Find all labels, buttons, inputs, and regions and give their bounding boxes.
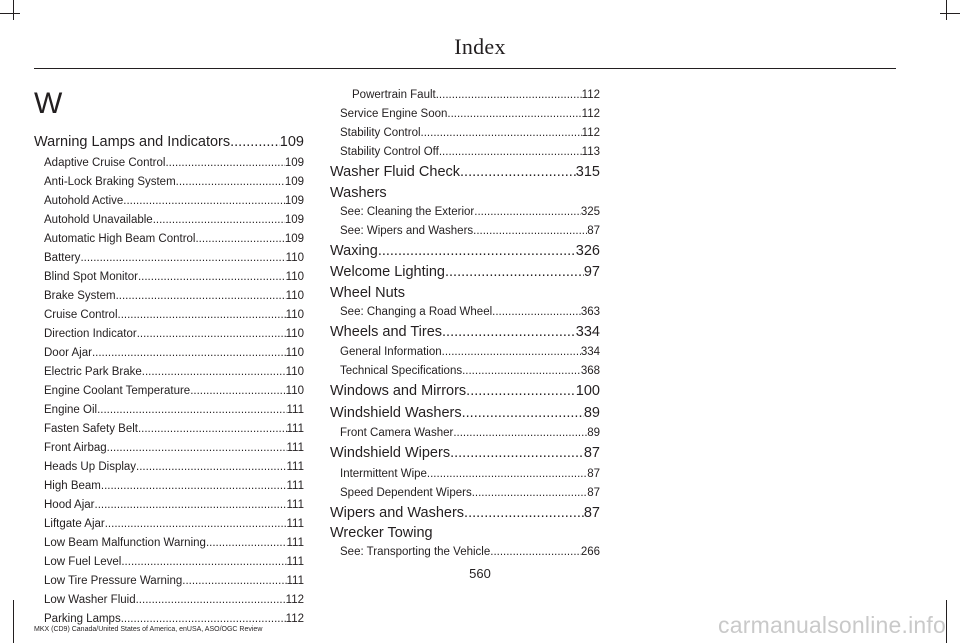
dot-leader — [453, 424, 587, 443]
entry-page-number: 326 — [575, 242, 600, 259]
entry-page-number: 112 — [285, 593, 304, 606]
entry-page-number: 87 — [583, 445, 600, 461]
dot-leader — [97, 401, 286, 420]
index-entry — [34, 439, 304, 458]
index-entry — [330, 105, 600, 124]
dot-leader — [447, 105, 581, 124]
dot-leader — [460, 162, 576, 184]
right-entry-list — [330, 86, 600, 562]
entry-label: Automatic High Beam Control — [44, 232, 196, 245]
entry-page-number: 111 — [286, 574, 304, 587]
entry-page-number: 111 — [286, 441, 304, 454]
entry-label: High Beam — [44, 479, 101, 492]
index-entry — [330, 484, 600, 503]
index-entry — [330, 343, 600, 362]
entry-page-number: 109 — [284, 175, 304, 188]
entry-page-number: 87 — [583, 504, 600, 521]
entry-label: Low Beam Malfunction Warning — [44, 536, 206, 549]
entry-label: Service Engine Soon — [340, 108, 448, 120]
index-entry — [330, 86, 600, 105]
entry-page-number: 111 — [286, 422, 304, 435]
entry-page-number: 87 — [587, 467, 600, 480]
dot-leader — [95, 496, 287, 515]
dot-leader — [116, 287, 286, 306]
entry-label: Heads Up Display — [44, 460, 137, 473]
dot-leader — [118, 306, 286, 325]
index-entry — [330, 424, 600, 443]
dot-leader — [190, 382, 285, 401]
entry-page-number: 87 — [587, 486, 600, 499]
index-entry — [34, 591, 304, 610]
index-entry — [34, 211, 304, 230]
entry-label: Anti-Lock Braking System — [44, 175, 176, 188]
entry-label: Engine Oil — [44, 403, 98, 416]
index-entry — [330, 403, 600, 425]
index-entry — [330, 222, 600, 241]
dot-leader — [123, 192, 285, 211]
entry-label: Fasten Safety Belt — [44, 422, 138, 435]
index-heading — [330, 184, 600, 203]
entry-page-number: 266 — [580, 546, 600, 558]
index-entry — [34, 458, 304, 477]
dot-leader — [176, 173, 285, 192]
index-entry — [34, 344, 304, 363]
index-entry — [34, 132, 304, 154]
index-entry — [330, 143, 600, 162]
entry-page-number: 110 — [285, 365, 304, 378]
entry-page-number: 363 — [580, 305, 600, 318]
dot-leader — [442, 343, 581, 362]
dot-leader — [92, 344, 286, 363]
header-divider — [34, 68, 896, 69]
entry-page-number: 87 — [587, 224, 600, 237]
entry-label: See: Wipers and Washers — [340, 224, 474, 237]
index-entry — [330, 241, 600, 263]
dot-leader — [142, 363, 286, 382]
section-letter: W — [34, 87, 63, 120]
entry-label: Waxing — [330, 242, 378, 259]
dot-leader — [464, 503, 584, 525]
entry-page-number: 110 — [285, 327, 304, 340]
entry-page-number: 109 — [284, 232, 304, 245]
index-entry — [330, 543, 600, 562]
dot-leader — [436, 86, 582, 105]
entry-label: Wheel Nuts — [330, 284, 405, 301]
entry-page-number: 109 — [284, 213, 304, 226]
index-entry — [34, 515, 304, 534]
entry-page-number: 109 — [279, 134, 304, 150]
index-entry — [34, 287, 304, 306]
index-entry — [330, 303, 600, 322]
entry-label: Battery — [44, 251, 81, 264]
dot-leader — [138, 420, 287, 439]
entry-label: See: Transporting the Vehicle — [340, 546, 491, 558]
entry-label: Front Camera Washer — [340, 427, 454, 439]
entry-label: Liftgate Ajar — [44, 517, 105, 530]
crop-mark-top-right — [940, 13, 960, 14]
entry-label: Electric Park Brake — [44, 365, 142, 378]
entry-page-number: 111 — [286, 460, 304, 473]
index-entry — [34, 534, 304, 553]
dot-leader — [439, 143, 582, 162]
crop-mark-bottom-right — [946, 600, 947, 643]
entry-page-number: 111 — [286, 498, 304, 511]
dot-leader — [105, 515, 287, 534]
index-entry — [330, 162, 600, 184]
index-entry — [34, 306, 304, 325]
entry-label: Parking Lamps — [44, 612, 121, 625]
entry-page-number: 368 — [580, 365, 600, 377]
entry-page-number: 111 — [286, 403, 304, 416]
entry-label: Powertrain Fault — [352, 89, 436, 101]
entry-page-number: 97 — [583, 264, 600, 280]
dot-leader — [462, 362, 581, 381]
dot-leader — [450, 443, 584, 465]
entry-page-number: 111 — [286, 555, 304, 568]
entry-page-number: 111 — [286, 536, 304, 549]
entry-label: Low Fuel Level — [44, 555, 122, 568]
entry-page-number: 113 — [581, 146, 600, 158]
entry-page-number: 110 — [285, 384, 304, 397]
dot-leader — [153, 211, 285, 230]
entry-page-number: 112 — [285, 612, 304, 625]
dot-leader — [421, 124, 582, 143]
watermark: carmanualsonline.info — [718, 612, 946, 638]
index-entry — [34, 382, 304, 401]
dot-leader — [492, 303, 581, 322]
index-entry — [34, 173, 304, 192]
index-entry — [330, 203, 600, 222]
entry-label: See: Cleaning the Exterior — [340, 205, 475, 218]
entry-label: Hood Ajar — [44, 498, 95, 511]
dot-leader — [101, 477, 287, 496]
page-number: 560 — [469, 566, 491, 581]
dot-leader — [195, 230, 284, 249]
entry-page-number: 111 — [286, 479, 304, 492]
crop-mark-bottom-left — [13, 600, 14, 643]
index-entry — [34, 363, 304, 382]
dot-leader — [107, 439, 287, 458]
entry-label: Direction Indicator — [44, 327, 137, 340]
crop-mark-top-left — [0, 13, 20, 14]
entry-label: General Information — [340, 346, 442, 358]
crop-mark-top-right-vertical — [946, 0, 947, 20]
entry-label: Technical Specifications — [340, 365, 463, 377]
entry-label: Autohold Unavailable — [44, 213, 153, 226]
document-info: MKX (CD9) Canada/United States of America, enUSA, ASO/OGC Review — [34, 626, 263, 633]
index-entry — [330, 262, 600, 284]
dot-leader — [378, 241, 576, 263]
index-entry — [34, 420, 304, 439]
index-entry — [34, 192, 304, 211]
index-entry — [330, 381, 600, 403]
dot-leader — [490, 543, 581, 562]
page-title: Index — [454, 34, 506, 59]
index-column-left — [34, 86, 304, 629]
index-entry — [34, 401, 304, 420]
crop-mark-top-left-vertical — [13, 0, 14, 20]
entry-label: Wheels and Tires — [330, 323, 443, 340]
entry-label: Welcome Lighting — [330, 264, 445, 280]
entry-label: Stability Control Off — [340, 146, 439, 158]
entry-page-number: 325 — [580, 205, 600, 218]
entry-page-number: 110 — [285, 346, 304, 359]
left-entry-list — [34, 132, 304, 629]
dot-leader — [136, 591, 286, 610]
entry-page-number: 111 — [286, 517, 304, 530]
dot-leader — [80, 249, 285, 268]
entry-page-number: 334 — [575, 323, 600, 340]
entry-label: Windows and Mirrors — [330, 383, 467, 399]
dot-leader — [472, 484, 588, 503]
entry-page-number: 110 — [285, 308, 304, 321]
entry-page-number: 334 — [580, 346, 600, 358]
dot-leader — [442, 322, 576, 344]
entry-label: Windshield Washers — [330, 404, 462, 421]
dot-leader — [230, 132, 280, 154]
dot-leader — [206, 534, 287, 553]
index-column-right — [330, 86, 600, 562]
dot-leader — [462, 403, 584, 425]
index-entry — [34, 154, 304, 173]
index-entry — [330, 443, 600, 465]
entry-page-number: 109 — [284, 194, 304, 207]
entry-label: Stability Control — [340, 127, 421, 139]
entry-label: Blind Spot Monitor — [44, 270, 138, 283]
entry-label: Autohold Active — [44, 194, 124, 207]
entry-page-number: 112 — [581, 108, 600, 120]
entry-page-number: 315 — [575, 164, 600, 180]
entry-label: Brake System — [44, 289, 116, 302]
entry-page-number: 100 — [575, 383, 600, 399]
entry-label: Low Washer Fluid — [44, 593, 136, 606]
index-entry — [34, 325, 304, 344]
dot-leader — [445, 262, 584, 284]
index-entry — [330, 362, 600, 381]
entry-page-number: 110 — [285, 251, 304, 264]
entry-label: Wrecker Towing — [330, 525, 433, 541]
entry-page-number: 89 — [587, 427, 600, 439]
index-heading — [330, 284, 600, 303]
entry-page-number: 110 — [285, 289, 304, 302]
entry-page-number: 109 — [284, 156, 304, 169]
dot-leader — [427, 465, 587, 484]
index-entry — [34, 477, 304, 496]
dot-leader — [473, 222, 587, 241]
index-entry — [330, 322, 600, 344]
index-entry — [34, 249, 304, 268]
dot-leader — [165, 154, 284, 173]
index-entry — [330, 503, 600, 525]
entry-page-number: 89 — [583, 404, 600, 421]
entry-label: Windshield Wipers — [330, 445, 451, 461]
index-entry — [330, 465, 600, 484]
entry-label: Door Ajar — [44, 346, 92, 359]
dot-leader — [136, 458, 286, 477]
entry-page-number: 110 — [285, 270, 304, 283]
entry-label: Adaptive Cruise Control — [44, 156, 166, 169]
entry-label: Cruise Control — [44, 308, 118, 321]
entry-label: Engine Coolant Temperature — [44, 384, 191, 397]
entry-label: Low Tire Pressure Warning — [44, 574, 183, 587]
dot-leader — [137, 325, 286, 344]
index-entry — [34, 230, 304, 249]
entry-label: Warning Lamps and Indicators — [34, 134, 231, 150]
entry-label: Washer Fluid Check — [330, 164, 461, 180]
index-entry — [34, 496, 304, 515]
entry-label: Wipers and Washers — [330, 504, 465, 521]
entry-label: Speed Dependent Wipers — [340, 486, 472, 499]
entry-label: See: Changing a Road Wheel — [340, 305, 493, 318]
dot-leader — [474, 203, 581, 222]
entry-label: Washers — [330, 184, 387, 201]
entry-page-number: 112 — [581, 89, 600, 101]
entry-label: Front Airbag — [44, 441, 107, 454]
index-entry — [34, 268, 304, 287]
entry-page-number: 112 — [581, 127, 600, 139]
entry-label: Intermittent Wipe — [340, 467, 427, 480]
dot-leader — [466, 381, 576, 403]
index-entry — [330, 124, 600, 143]
dot-leader — [138, 268, 286, 287]
index-heading — [330, 524, 600, 543]
